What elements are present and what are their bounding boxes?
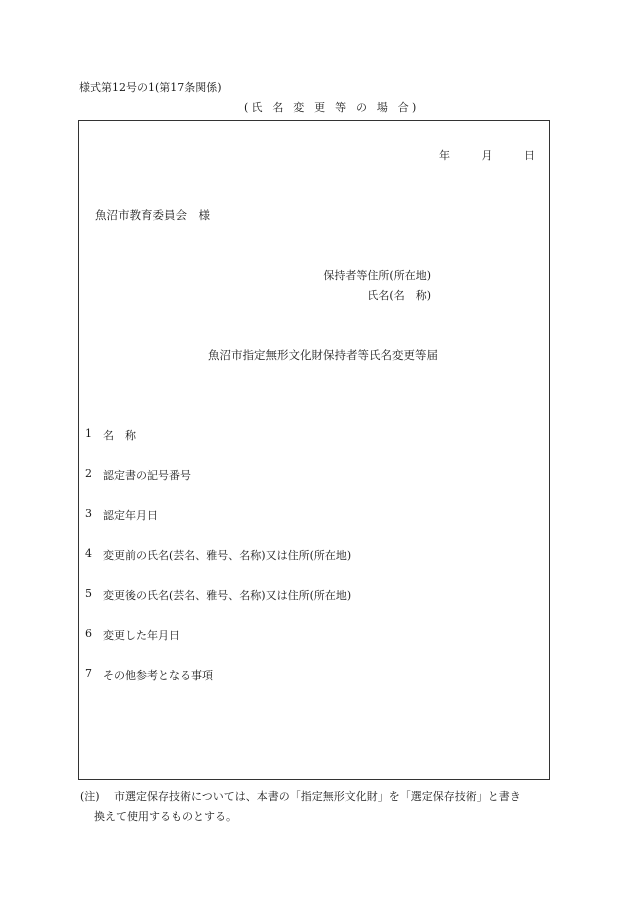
date-day: 日	[524, 149, 535, 162]
form-subtitle: (氏 名 変 更 等 の 場 合)	[244, 101, 420, 114]
document-title: 魚沼市指定無形文化財保持者等氏名変更等届	[208, 348, 438, 362]
applicant-address-label: 保持者等住所(所在地)	[323, 269, 431, 282]
footnote-line-1	[80, 787, 560, 807]
item-number: 7	[85, 667, 92, 680]
item-number: 6	[85, 627, 92, 640]
list-item	[85, 467, 351, 507]
date-line	[411, 147, 535, 163]
list-item	[85, 627, 351, 667]
item-list	[85, 427, 351, 707]
form-number: 様式第12号の1(第17条関係)	[79, 81, 222, 94]
form-frame	[78, 120, 550, 780]
list-item	[85, 547, 351, 587]
item-number: 1	[85, 427, 92, 440]
item-number: 4	[85, 547, 92, 560]
footnote-text-2: 換えて使用するものとする。	[94, 810, 237, 823]
item-label: 変更した年月日	[103, 629, 180, 642]
applicant-name-label: 氏名(名 称)	[367, 289, 431, 302]
footnote-text-1: 市選定保存技術については、本書の「指定無形文化財」を「選定保存技術」と書き	[114, 790, 521, 803]
date-month: 月	[481, 149, 493, 162]
recipient: 魚沼市教育委員会 様	[95, 208, 210, 222]
item-label: 認定書の記号番号	[103, 469, 191, 482]
item-number: 2	[85, 467, 92, 480]
list-item	[85, 507, 351, 547]
item-label: 変更前の氏名(芸名、雅号、名称)又は住所(所在地)	[103, 549, 352, 562]
item-label: 名 称	[103, 429, 136, 442]
item-number: 5	[85, 587, 92, 600]
item-number: 3	[85, 507, 92, 520]
item-label: その他参考となる事項	[103, 669, 213, 682]
item-label: 認定年月日	[103, 509, 158, 522]
footnote-label: (注)	[80, 790, 100, 803]
item-label: 変更後の氏名(芸名、雅号、名称)又は住所(所在地)	[103, 589, 352, 602]
list-item	[85, 587, 351, 627]
list-item	[85, 427, 351, 467]
footnote	[80, 787, 560, 827]
date-year: 年	[439, 149, 450, 162]
list-item	[85, 667, 351, 707]
